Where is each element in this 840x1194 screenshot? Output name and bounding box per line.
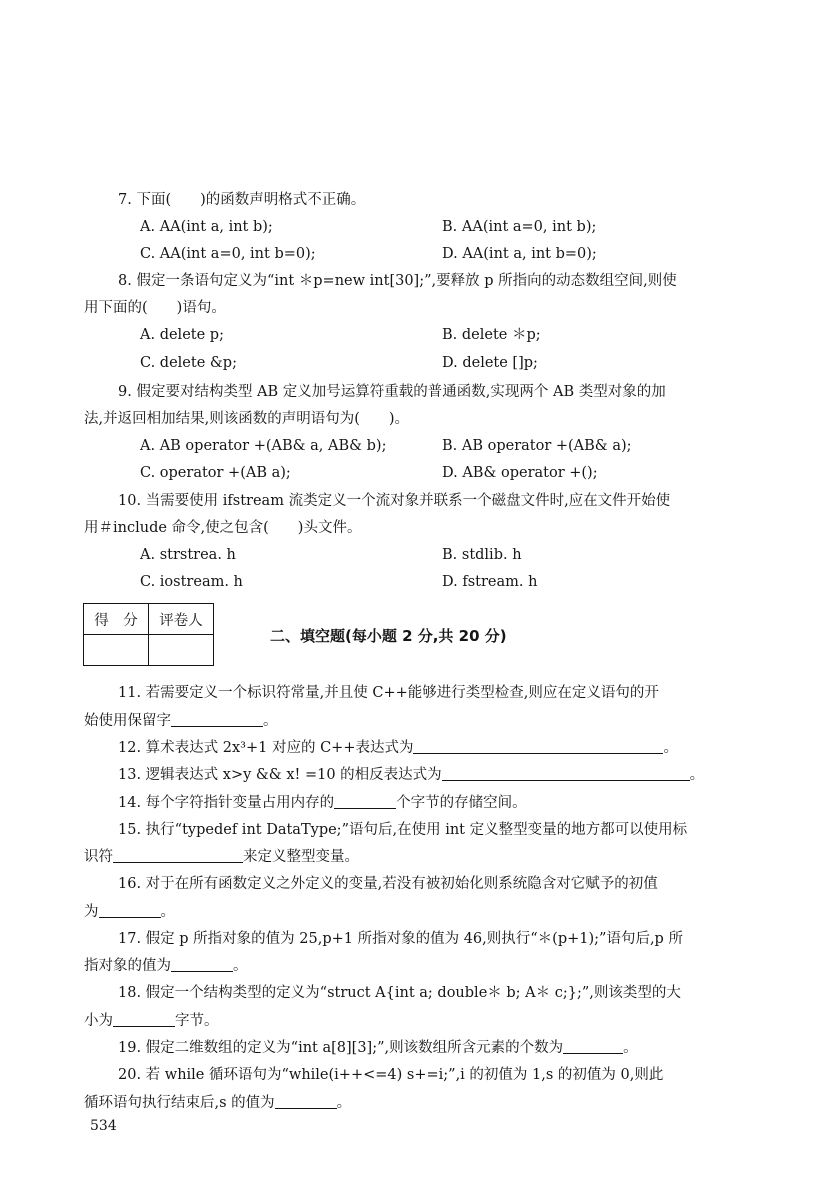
question-12: 12. 算术表达式 2x³+1 对应的 C++表达式为 。	[118, 740, 678, 756]
question-9-option-d: D. AB& operator +();	[442, 465, 598, 481]
question-8-stem-line-2: 用下面的( )语句。	[84, 300, 226, 316]
question-8-option-c: C. delete &p;	[140, 355, 237, 371]
question-13: 13. 逻辑表达式 x>y && x! =10 的相反表达式为 。	[118, 767, 705, 783]
answer-blank-20	[275, 1094, 337, 1109]
question-10-option-d: D. fstream. h	[442, 574, 538, 590]
question-17-line-1: 17. 假定 p 所指对象的值为 25,p+1 所指对象的值为 46,则执行“＊(p+1);”语句后,p 所	[118, 931, 683, 947]
question-14: 14. 每个字符指针变量占用内存的 个字节的存储空间。	[118, 795, 527, 811]
question-18-line-2: 小为 字节。	[84, 1013, 219, 1029]
question-15-line-2: 识符 来定义整型变量。	[84, 849, 359, 865]
question-11-line-1: 11. 若需要定义一个标识符常量,并且使 C++能够进行类型检查,则应在定义语句的开	[118, 685, 659, 701]
question-9-option-b: B. AB operator +(AB& a);	[442, 438, 632, 454]
question-9-stem-line-2: 法,并返回相加结果,则该函数的声明语句为( )。	[84, 411, 410, 427]
question-8-option-a: A. delete p;	[140, 327, 224, 343]
question-7-option-b: B. AA(int a=0, int b);	[442, 219, 597, 235]
section-title: 二、填空题(每小题 2 分,共 20 分)	[270, 627, 507, 645]
question-19: 19. 假定二维数组的定义为“int a[8][3];”,则该数组所含元素的个数为 。	[118, 1040, 638, 1056]
answer-blank-17	[171, 957, 233, 972]
answer-blank-14	[334, 794, 396, 809]
question-8-option-b: B. delete ＊p;	[442, 327, 541, 343]
question-10-option-c: C. iostream. h	[140, 574, 243, 590]
question-7-option-a: A. AA(int a, int b);	[140, 219, 273, 235]
question-8-stem-line-1: 8. 假定一条语句定义为“int ＊p=new int[30];”,要释放 p 所指向的动态数组空间,则使	[118, 273, 677, 289]
question-17-line-2: 指对象的值为 。	[84, 958, 248, 974]
answer-blank-18	[113, 1012, 175, 1027]
question-10-stem-line-1: 10. 当需要使用 ifstream 流类定义一个流对象并联系一个磁盘文件时,应在文件开始使	[118, 493, 671, 509]
question-9-option-c: C. operator +(AB a);	[140, 465, 291, 481]
grader-label: 评卷人	[149, 604, 214, 635]
question-10-option-b: B. stdlib. h	[442, 547, 522, 563]
answer-blank-15	[113, 848, 243, 863]
question-10-stem-line-2: 用＃include 命令,使之包含( )头文件。	[84, 520, 362, 536]
answer-blank-12	[413, 739, 663, 754]
score-box	[83, 603, 214, 666]
answer-blank-16	[99, 903, 161, 918]
page-number: 534	[90, 1118, 117, 1134]
question-9-stem-line-1: 9. 假定要对结构类型 AB 定义加号运算符重载的普通函数,实现两个 AB 类型对象的加	[118, 384, 666, 400]
answer-blank-11	[171, 712, 263, 727]
question-10-option-a: A. strstrea. h	[140, 547, 236, 563]
question-16-line-1: 16. 对于在所有函数定义之外定义的变量,若没有被初始化则系统隐含对它赋予的初值	[118, 876, 658, 892]
question-16-line-2: 为 。	[84, 904, 175, 920]
score-label: 得 分	[84, 604, 149, 635]
question-20-line-1: 20. 若 while 循环语句为“while(i++<=4) s+=i;”,i 的初值为 1,s 的初值为 0,则此	[118, 1067, 664, 1083]
score-cell	[84, 635, 149, 666]
question-20-line-2: 循环语句执行结束后,s 的值为 。	[84, 1095, 352, 1111]
question-7-option-d: D. AA(int a, int b=0);	[442, 246, 597, 262]
answer-blank-19	[563, 1039, 623, 1054]
question-15-line-1: 15. 执行“typedef int DataType;”语句后,在使用 int 定义整型变量的地方都可以使用标	[118, 822, 688, 838]
question-7-option-c: C. AA(int a=0, int b=0);	[140, 246, 316, 262]
question-11-line-2: 始使用保留字 。	[84, 713, 278, 729]
question-18-line-1: 18. 假定一个结构类型的定义为“struct A{int a; double＊ b; A＊ c;};”,则该类型的大	[118, 985, 681, 1001]
question-9-option-a: A. AB operator +(AB& a, AB& b);	[140, 438, 387, 454]
question-7-stem: 7. 下面( )的函数声明格式不正确。	[118, 192, 366, 208]
question-8-option-d: D. delete []p;	[442, 355, 538, 371]
grader-cell	[149, 635, 214, 666]
answer-blank-13	[442, 766, 690, 781]
